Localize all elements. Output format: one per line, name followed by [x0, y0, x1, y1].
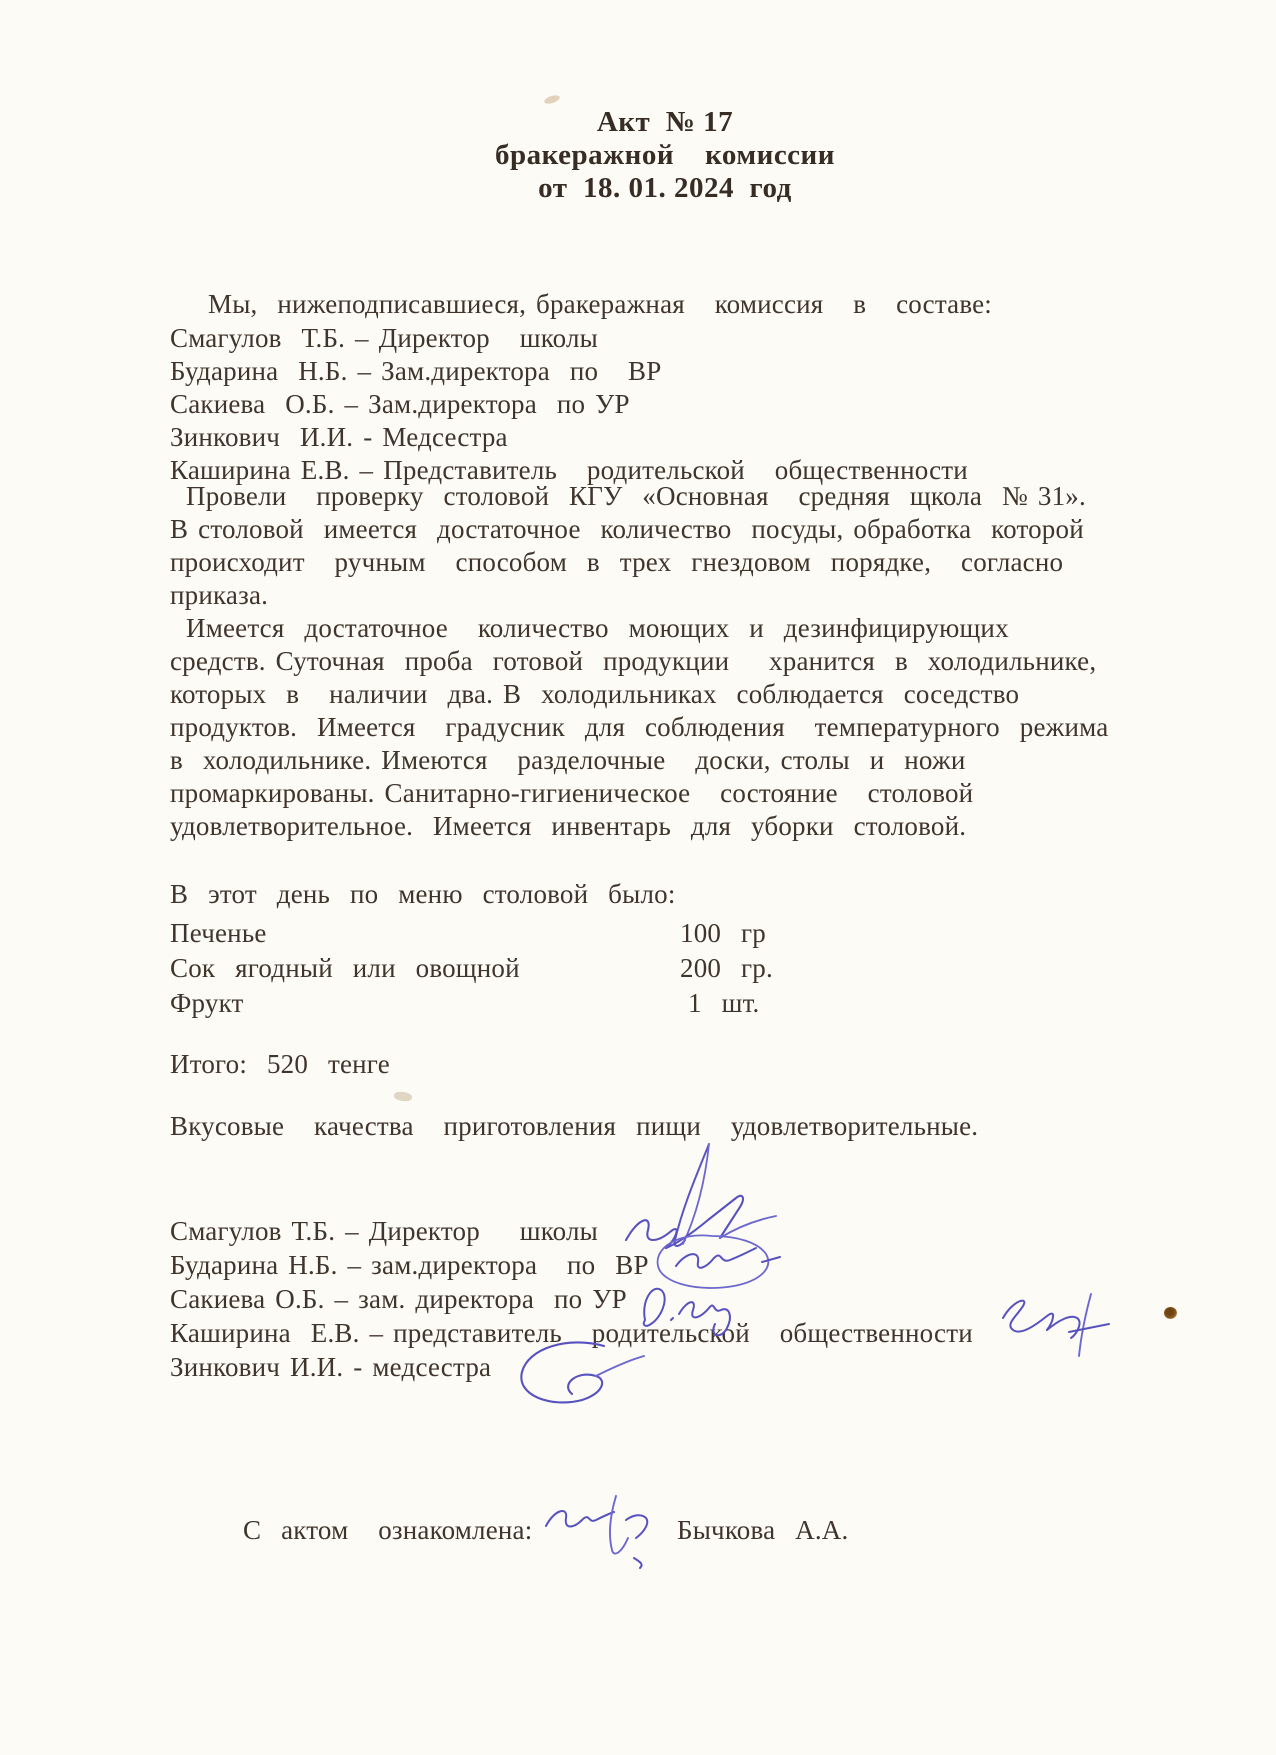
paragraph2-line: промаркированы. Санитарно-гигиеническое состояние столовой	[170, 778, 974, 808]
intro-paragraph	[170, 288, 1130, 321]
member-kashirina: Каширина Е.В. – Представитель родительской общественности	[170, 455, 968, 485]
acknowledgement-label: С актом ознакомлена:	[243, 1515, 533, 1545]
paragraph2-line: в холодильнике. Имеются разделочные доски, столы и ножи	[170, 745, 966, 775]
menu-total: Итого: 520 тенге	[170, 1049, 390, 1079]
acknowledgement-name: Бычкова А.А.	[677, 1515, 849, 1545]
title-date: от 18. 01. 2024 год	[538, 172, 792, 204]
paragraph1-line: В столовой имеется достаточное количество посуды, обработка которой	[170, 514, 1084, 544]
intro-line: Мы, нижеподписавшиеся, бракеражная комиссия в составе:	[208, 289, 993, 319]
menu-item-name: Печенье	[170, 918, 267, 948]
paragraph1-line: Провели проверку столовой КГУ «Основная средняя щкола № 31».	[186, 481, 1086, 511]
member-sakieva: Сакиева О.Б. – Зам.директора по УР	[170, 389, 630, 419]
signatory-smagulov: Смагулов Т.Б. – Директор школы	[170, 1216, 598, 1246]
member-smagulov: Смагулов Т.Б. – Директор школы	[170, 323, 598, 353]
menu-header: В этот день по меню столовой было:	[170, 879, 676, 909]
menu-item-qty: 200 гр.	[680, 953, 773, 983]
inspection-paragraph	[170, 480, 1130, 612]
paragraph1-line: приказа.	[170, 580, 269, 610]
menu-item	[170, 951, 1130, 986]
menu-item-qty: 100 гр	[680, 918, 766, 948]
member-budarina: Бударина Н.Б. – Зам.директора по ВР	[170, 356, 662, 386]
menu-item-qty: 1 шт.	[688, 988, 760, 1018]
menu-item	[170, 916, 1130, 951]
paragraph2-line: удовлетворительное. Имеется инвентарь для уборки столовой.	[170, 811, 967, 841]
commission-members-list	[170, 322, 1130, 487]
document-title	[150, 106, 1180, 205]
menu-item	[170, 986, 1130, 1021]
menu-list	[170, 916, 1130, 1021]
paper-speck	[393, 1091, 412, 1102]
signatory-kashirina: Каширина Е.В. – представитель родительской общественности	[170, 1318, 973, 1348]
signature-block	[170, 1214, 1130, 1384]
paragraph2-line: средств. Суточная проба готовой продукции хранится в холодильнике,	[170, 646, 1097, 676]
ink-stain	[1164, 1307, 1177, 1319]
paragraph2-line: которых в наличии два. В холодильниках соблюдается соседство	[170, 679, 1020, 709]
paragraph2-line: продуктов. Имеется градусник для соблюдения температурного режима	[170, 712, 1109, 742]
title-act-number: Акт № 17	[596, 106, 734, 138]
taste-statement: Вкусовые качества приготовления пищи удовлетворительные.	[170, 1111, 979, 1141]
paper-speck	[543, 94, 560, 106]
signatory-zinkovich: Зинкович И.И. - медсестра	[170, 1352, 492, 1382]
menu-item-name: Сок ягодный или овощной	[170, 953, 520, 983]
menu-item-name: Фрукт	[170, 988, 244, 1018]
paragraph1-line: происходит ручным способом в трех гнездовом порядке, согласно	[170, 547, 1064, 577]
signatory-budarina: Бударина Н.Б. – зам.директора по ВР	[170, 1250, 649, 1280]
member-zinkovich: Зинкович И.И. - Медсестра	[170, 422, 508, 452]
title-commission: бракеражной комиссии	[495, 139, 835, 171]
sanitary-paragraph	[170, 612, 1130, 843]
paragraph2-line: Имеется достаточное количество моющих и дезинфицирующих	[186, 613, 1009, 643]
acknowledgement-line	[170, 1514, 1130, 1547]
signatory-sakieva: Сакиева О.Б. – зам. директора по УР	[170, 1284, 627, 1314]
